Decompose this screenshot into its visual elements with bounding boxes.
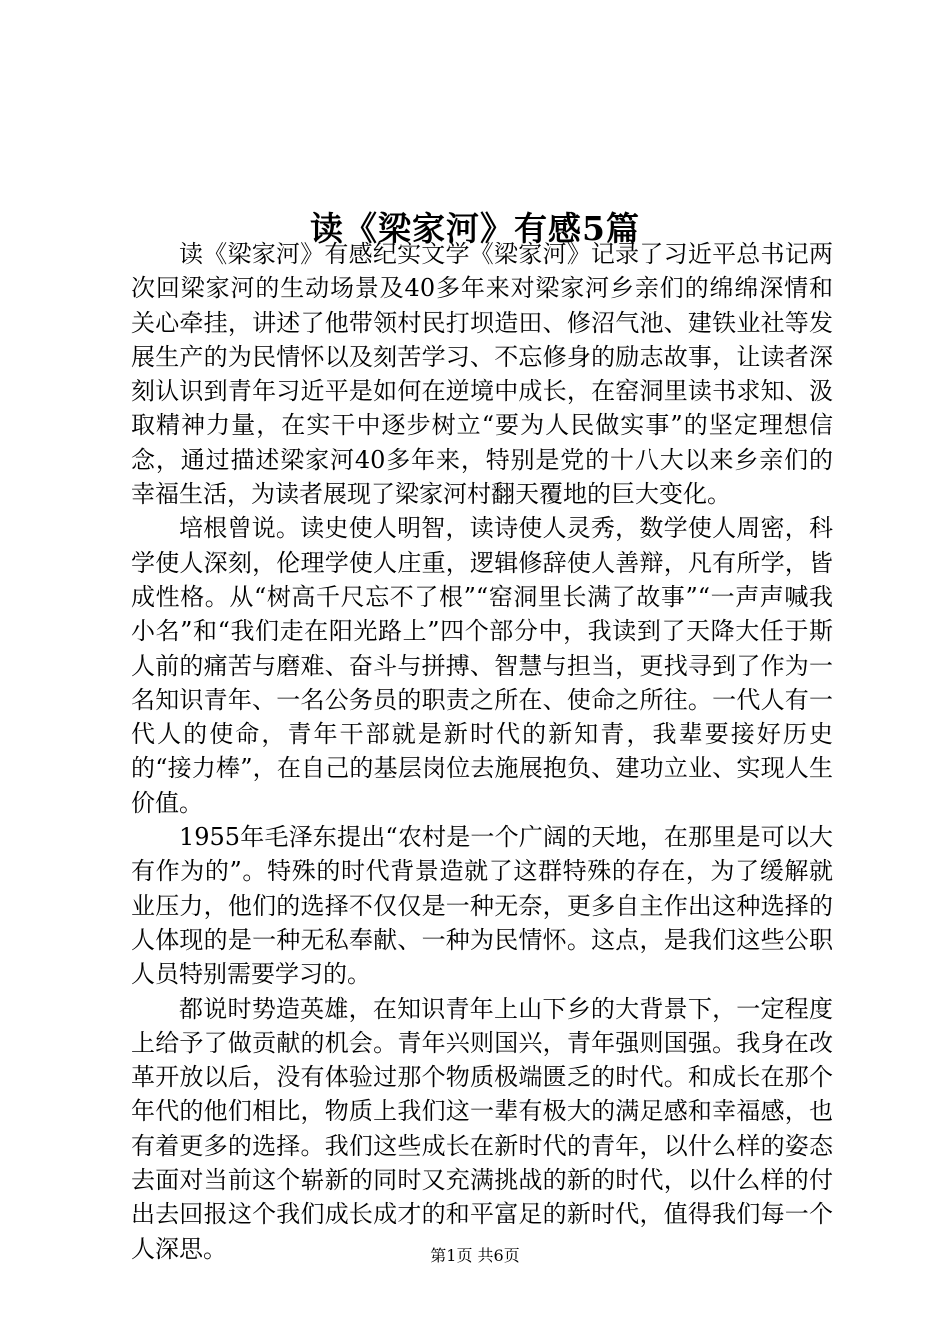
- paragraph-2: 培根曾说。读史使人明智，读诗使人灵秀，数学使人周密，科学使人深刻，伦理学使人庄重，逻辑修辞使人善辩，凡有所学，皆成性格。从“树高千尺忘不了根”“窑洞里长满了故事”“一声声喊我小名”和“我们走在阳光路上”四个部分中，我读到了天降大任于斯人前的痛苦与磨难、奋斗与拼搏、智慧与担当，更找寻到了作为一名知识青年、一名公务员的职责之所在、使命之所往。一代人有一代人的使命，青年干部就是新时代的新知青，我辈要接好历史的“接力棒”，在自己的基层岗位去施展抱负、建功立业、实现人生价值。: [131, 514, 833, 817]
- page-title: 读《梁家河》有感5篇: [310, 209, 640, 249]
- paragraph-3: 1955年毛泽东提出“农村是一个广阔的天地，在那里是可以大有作为的”。特殊的时代背景造就了这群特殊的存在，为了缓解就业压力，他们的选择不仅仅是一种无奈，更多自主作出这种选择的人体现的是一种无私奉献、一种为民情怀。这点，是我们这些公职人员特别需要学习的。: [131, 823, 833, 989]
- document-body: [131, 237, 833, 1266]
- paragraph-1: 读《梁家河》有感纪实文学《梁家河》记录了习近平总书记两次回梁家河的生动场景及40多年来对梁家河乡亲们的绵绵深情和关心牵挂，讲述了他带领村民打坝造田、修沼气池、建铁业社等发展生产的为民情怀以及刻苦学习、不忘修身的励志故事，让读者深刻认识到青年习近平是如何在逆境中成长，在窑洞里读书求知、汲取精神力量，在实干中逐步树立“要为人民做实事”的坚定理想信念，通过描述梁家河40多年来，特别是党的十八大以来乡亲们的幸福生活，为读者展现了梁家河村翻天覆地的巨大变化。: [131, 240, 833, 509]
- paragraph-4: 都说时势造英雄，在知识青年上山下乡的大背景下，一定程度上给予了做贡献的机会。青年兴则国兴，青年强则国强。我身在改革开放以后，没有体验过那个物质极端匮乏的时代。和成长在那个年代的他们相比，物质上我们这一辈有极大的满足感和幸福感，也有着更多的选择。我们这些成长在新时代的青年，以什么样的姿态去面对当前这个崭新的同时又充满挑战的新的时代，以什么样的付出去回报这个我们成长成才的和平富足的新时代，值得我们每一个人深思。: [131, 994, 833, 1263]
- page-footer: 第1页 共6页: [430, 1246, 520, 1265]
